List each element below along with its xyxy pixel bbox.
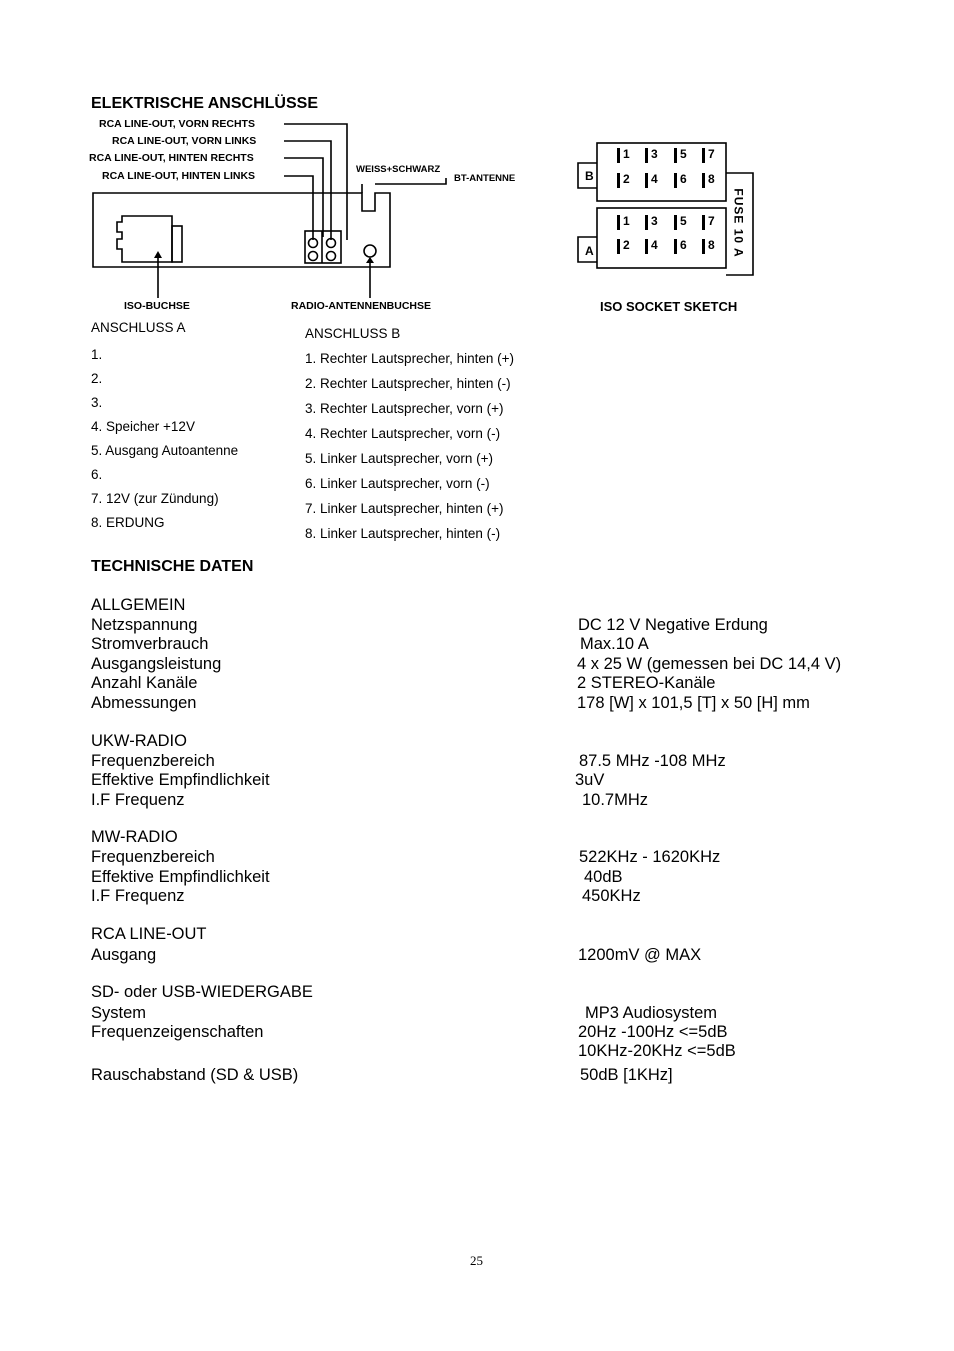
pin-number: 2 [623, 172, 630, 186]
spec-value: 20Hz -100Hz <=5dB [578, 1023, 728, 1041]
iso-socket-tab [172, 226, 182, 262]
pin-bar [645, 215, 648, 230]
anschluss-b-item: 6. Linker Lautsprecher, vorn (-) [305, 476, 490, 491]
pin-number: 7 [708, 214, 715, 228]
spec-value: Max.10 A [580, 635, 649, 653]
anschluss-a-item: 7. 12V (zur Zündung) [91, 491, 219, 506]
pin-bar [674, 173, 677, 188]
label-fuse: FUSE 10 A [731, 188, 746, 258]
pin-number: 5 [680, 214, 687, 228]
anschluss-b-item: 5. Linker Lautsprecher, vorn (+) [305, 451, 493, 466]
label-rca-front-right: RCA LINE-OUT, VORN RECHTS [99, 118, 255, 130]
spec-heading-ukw: UKW-RADIO [91, 732, 187, 750]
spec-label: Ausgang [91, 946, 157, 964]
pin-number: 7 [708, 147, 715, 161]
spec-label: I.F Frequenz [91, 791, 185, 809]
label-bt-antenne: BT-ANTENNE [454, 173, 516, 184]
pin-number: 1 [623, 147, 630, 161]
pin-number: 4 [651, 238, 658, 252]
anschluss-a-item: 8. ERDUNG [91, 515, 165, 530]
pin-bar [702, 148, 705, 163]
pin-number: 1 [623, 214, 630, 228]
spec-value: 87.5 MHz -108 MHz [579, 752, 726, 770]
pin-number: 6 [680, 238, 687, 252]
page-number: 25 [470, 1253, 483, 1268]
anschluss-a-item: 3. [91, 395, 103, 410]
pin-number: 8 [708, 172, 715, 186]
label-rca-rear-right: RCA LINE-OUT, HINTEN RECHTS [89, 152, 254, 164]
pin-number: 2 [623, 238, 630, 252]
spec-label: Effektive Empfindlichkeit [91, 868, 270, 886]
spec-label: Netzspannung [91, 616, 198, 634]
pin-bar [645, 239, 648, 254]
pin-bar [645, 173, 648, 188]
anschluss-a-item: 6. [91, 467, 103, 482]
pin-number: 6 [680, 172, 687, 186]
spec-value: 178 [W] x 101,5 [T] x 50 [H] mm [577, 694, 810, 712]
label-block-a: A [585, 244, 594, 258]
anschluss-b-item: 3. Rechter Lautsprecher, vorn (+) [305, 401, 504, 416]
pin-number: 3 [651, 214, 658, 228]
anschluss-b-item: 1. Rechter Lautsprecher, hinten (+) [305, 351, 514, 366]
spec-label: Anzahl Kanäle [91, 674, 198, 692]
pin-bar [702, 215, 705, 230]
label-rca-front-left: RCA LINE-OUT, VORN LINKS [112, 135, 257, 147]
iso-socket-sketch [578, 143, 753, 275]
spec-value: 1200mV @ MAX [578, 946, 702, 964]
pin-bar [674, 215, 677, 230]
iso-socket-shape [117, 216, 172, 262]
spec-heading-allgemein: ALLGEMEIN [91, 596, 186, 614]
anschluss-b-item: 8. Linker Lautsprecher, hinten (-) [305, 526, 501, 541]
anschluss-a-item: 5. Ausgang Autoantenne [91, 443, 239, 458]
connection-diagram [0, 0, 954, 330]
spec-value: DC 12 V Negative Erdung [578, 616, 768, 634]
pin-number: 8 [708, 238, 715, 252]
head-unit-outline [93, 193, 390, 267]
spec-value: 40dB [584, 868, 623, 886]
spec-heading-mw: MW-RADIO [91, 828, 178, 846]
label-block-b: B [585, 169, 594, 183]
pin-bar [617, 215, 620, 230]
pin-number: 3 [651, 147, 658, 161]
spec-label: I.F Frequenz [91, 887, 185, 905]
anschluss-b-item: 7. Linker Lautsprecher, hinten (+) [305, 501, 504, 516]
spec-value: 4 x 25 W (gemessen bei DC 14,4 V) [577, 655, 842, 673]
anschluss-b-item: 4. Rechter Lautsprecher, vorn (-) [305, 426, 501, 441]
pin-bar [617, 148, 620, 163]
spec-label: System [91, 1004, 147, 1022]
pin-bar [674, 239, 677, 254]
spec-label: Abmessungen [91, 694, 197, 712]
anschluss-a-item: 1. [91, 347, 103, 362]
pin-bar [617, 173, 620, 188]
label-radio-antennenbuchse: RADIO-ANTENNENBUCHSE [291, 300, 432, 312]
spec-value: 10KHz-20KHz <=5dB [578, 1042, 736, 1060]
spec-value: 3uV [575, 771, 605, 789]
anschluss-a-item: 2. [91, 371, 103, 386]
anschluss-b-item: 2. Rechter Lautsprecher, hinten (-) [305, 376, 511, 391]
label-iso-buchse: ISO-BUCHSE [124, 300, 190, 312]
label-iso-socket-sketch: ISO SOCKET SKETCH [600, 299, 738, 314]
spec-heading-sd_usb: SD- oder USB-WIEDERGABE [91, 983, 313, 1001]
pin-bar [645, 148, 648, 163]
spec-label: Effektive Empfindlichkeit [91, 771, 270, 789]
spec-value: 450KHz [582, 887, 641, 905]
pin-number: 4 [651, 172, 658, 186]
pin-bar [674, 148, 677, 163]
technische-daten-title: TECHNISCHE DATEN [91, 558, 254, 575]
spec-label: Frequenzbereich [91, 752, 215, 770]
pin-bar [702, 239, 705, 254]
spec-value: 10.7MHz [582, 791, 649, 809]
pin-number: 5 [680, 147, 687, 161]
anschluss-b-title: ANSCHLUSS B [305, 326, 401, 341]
pin-bar [617, 239, 620, 254]
spec-value: 522KHz - 1620KHz [579, 848, 721, 866]
label-rca-rear-left: RCA LINE-OUT, HINTEN LINKS [102, 170, 256, 182]
anschluss-a-item: 4. Speicher +12V [91, 419, 195, 434]
spec-heading-rca: RCA LINE-OUT [91, 925, 207, 943]
spec-label: Frequenzeigenschaften [91, 1023, 264, 1041]
spec-label: Ausgangsleistung [91, 655, 222, 673]
antenna-socket [364, 245, 376, 257]
anschluss-a-title: ANSCHLUSS A [91, 320, 186, 335]
label-weiss-schwarz: WEISS+SCHWARZ [356, 164, 441, 175]
page-title: ELEKTRISCHE ANSCHLÜSSE [91, 95, 318, 112]
spec-label: Rauschabstand (SD & USB) [91, 1066, 299, 1084]
spec-label: Frequenzbereich [91, 848, 215, 866]
spec-value: 50dB [1KHz] [580, 1066, 673, 1084]
spec-value: MP3 Audiosystem [585, 1004, 718, 1022]
pin-bar [702, 173, 705, 188]
spec-value: 2 STEREO-Kanäle [577, 674, 716, 692]
spec-label: Stromverbrauch [91, 635, 209, 653]
